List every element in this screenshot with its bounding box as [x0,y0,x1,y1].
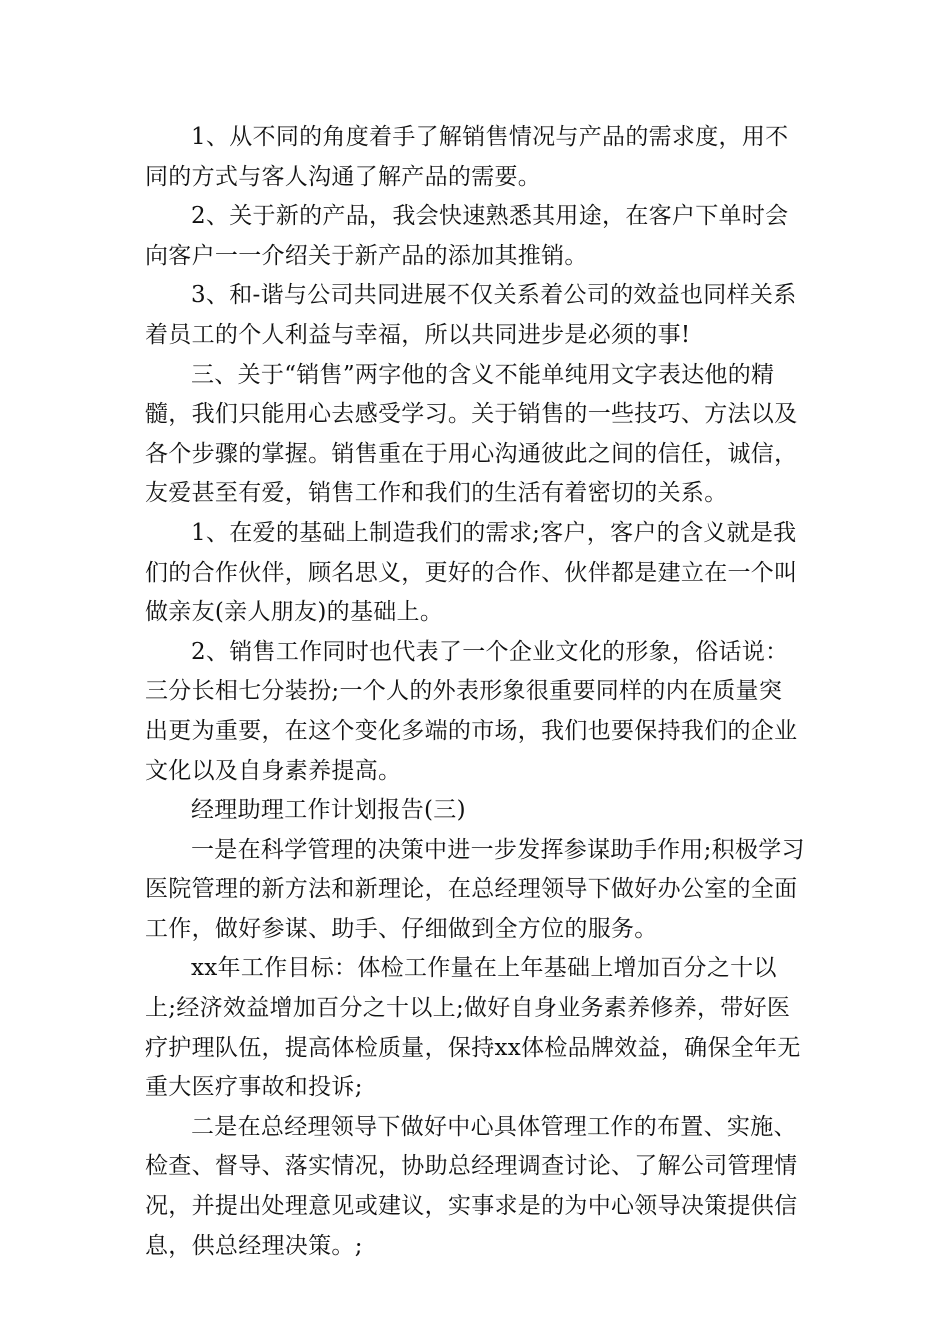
paragraph-9: 二是在总经理领导下做好中心具体管理工作的布置、实施、检查、督导、落实情况，协助总经理调查讨论、了解公司管理情况，并提出处理意见或建议，实事求是的为中心领导决策提供信息，供总经理决策。; [145,1113,798,1259]
section-heading: 经理助理工作计划报告(三) [191,797,466,824]
paragraph-8: xx年工作目标：体检工作量在上年基础上增加百分之十以上;经济效益增加百分之十以上;做好自身业务素养修养，带好医疗护理队伍，提高体检质量，保持xx体检品牌效益，确保全年无重大医疗事故和投诉; [145,955,801,1101]
paragraph-1: 1、从不同的角度着手了解销售情况与产品的需求度，用不同的方式与客人沟通了解产品的需要。 [145,124,789,190]
paragraph-6: 2、销售工作同时也代表了一个企业文化的形象，俗话说：三分长相七分装扮;一个人的外表形象很重要同样的内在质量突出更为重要，在这个变化多端的市场，我们也要保持我们的企业文化以及自身素养提高。 [145,638,798,784]
paragraph-3: 3、和-谐与公司共同进展不仅关系着公司的效益也同样关系着员工的个人利益与幸福，所以共同进步是必须的事! [145,282,797,348]
paragraph-7: 一是在科学管理的决策中进一步发挥参谋助手作用;积极学习医院管理的新方法和新理论，在总经理领导下做好办公室的全面工作，做好参谋、助手、仔细做到全方位的服务。 [145,836,805,942]
paragraph-2: 2、关于新的产品，我会快速熟悉其用途，在客户下单时会向客户一一介绍关于新产品的添加其推销。 [145,203,789,269]
paragraph-5: 1、在爱的基础上制造我们的需求;客户，客户的含义就是我们的合作伙伴，顾名思义，更好的合作、伙伴都是建立在一个叫做亲友(亲人朋友)的基础上。 [145,519,798,626]
paragraph-4: 三、关于“销售”两字他的含义不能单纯用文字表达他的精髓，我们只能用心去感受学习。关于销售的一些技巧、方法以及各个步骤的掌握。销售重在于用心沟通彼此之间的信任，诚信，友爱甚至有爱，销售工作和我们的生活有着密切的关系。 [145,361,798,507]
document-body [145,118,805,1266]
